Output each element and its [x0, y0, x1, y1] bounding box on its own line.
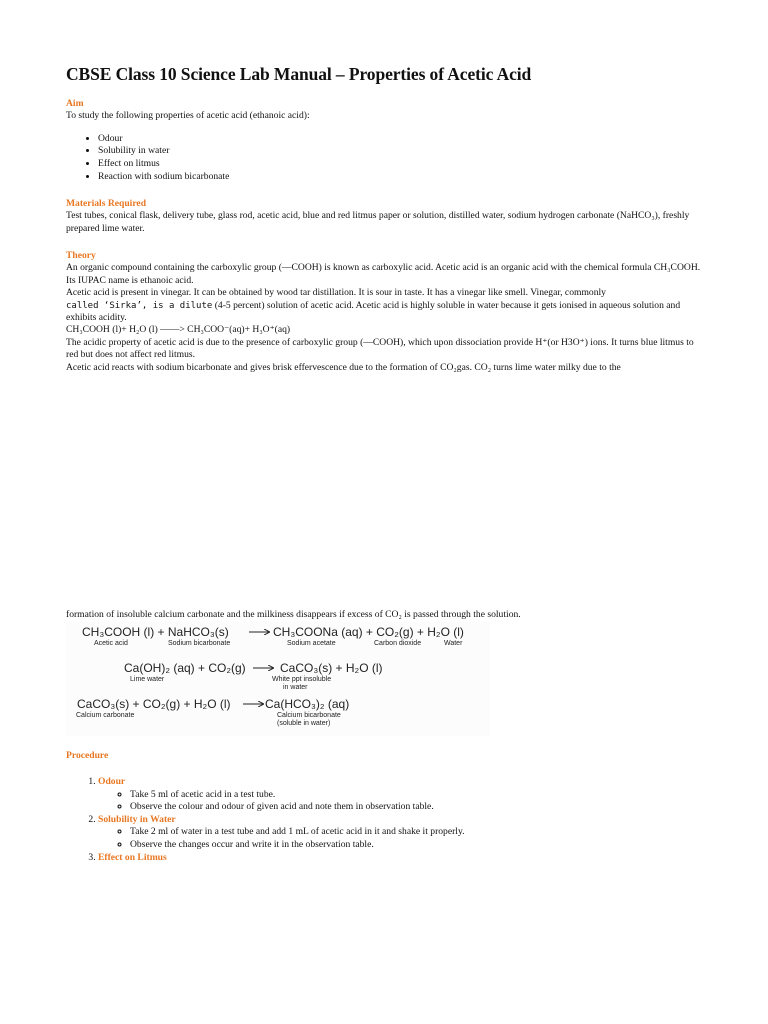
step-substeps — [98, 826, 706, 851]
theory-paragraph-6: formation of insoluble calcium carbonate and the milkiness disappears if excess of CO₂ is passed through the solution. — [66, 609, 521, 620]
reaction-1-reactants: CH₃COOH (l) + NaHCO₃(s) — [82, 625, 229, 639]
theory-paragraph-1: An organic compound containing the carboxylic group (—COOH) is known as carboxylic acid. Acetic acid is an organic acid with the chemical formula CH₃COOH. Its IUPAC name is ethanoic acid. — [66, 262, 701, 286]
list-item: ◦ Observe the colour and odour of given acid and note them in observation table. — [130, 801, 706, 814]
step-title: Odour — [98, 776, 126, 787]
list-item: • Effect on litmus — [98, 158, 706, 171]
reaction-3-reactants: CaCO₃(s) + CO₂(g) + H₂O (l) — [77, 697, 231, 711]
materials-section — [66, 198, 706, 235]
label-in-water: in water — [283, 684, 308, 691]
procedure-heading: Procedure — [66, 750, 109, 761]
label-carbon-dioxide: Carbon dioxide — [374, 640, 422, 647]
label-sodium-acetate: Sodium acetate — [287, 640, 336, 647]
label-lime-water: Lime water — [130, 676, 165, 683]
aim-section — [66, 98, 706, 183]
theory-section — [66, 250, 706, 374]
list-item: • Solubility in water — [98, 145, 706, 158]
procedure-step — [98, 814, 706, 852]
reaction-equations-figure — [66, 622, 490, 736]
theory-heading: Theory — [66, 250, 96, 261]
label-soluble-in-water: (soluble in water) — [277, 720, 331, 727]
label-calcium-bicarbonate: Calcium bicarbonate — [277, 712, 341, 719]
list-item: • Odour — [98, 133, 706, 146]
page-title: CBSE Class 10 Science Lab Manual – Properties of Acetic Acid — [66, 64, 532, 84]
list-item: ◦ Observe the changes occur and write it in the observation table. — [130, 839, 706, 852]
theory-paragraph-2: Acetic acid is present in vinegar. It can be obtained by wood tar distillation. It is sour in taste. It has a vinegar like smell. Vinegar, commonly — [66, 287, 606, 299]
reaction-2-products: CaCO₃(s) + H₂O (l) — [280, 661, 383, 675]
procedure-steps — [66, 776, 706, 864]
label-white-ppt: White ppt insoluble — [272, 676, 332, 683]
step-substeps — [98, 789, 706, 814]
procedure-list — [66, 776, 706, 864]
label-calcium-carbonate: Calcium carbonate — [76, 712, 135, 719]
aim-heading: Aim — [66, 98, 84, 109]
ionisation-equation: CH₃COOH (l)+ H₂O (l) ——> CH₃COO⁻(aq)+ H₃O⁺(aq) — [66, 324, 291, 336]
procedure-step — [98, 776, 706, 814]
reaction-1-products: CH₃COONa (aq) + CO₂(g) + H₂O (l) — [273, 625, 464, 639]
procedure-step — [98, 852, 706, 865]
reaction-equations-svg — [66, 622, 490, 736]
step-title: Solubility in Water — [98, 813, 176, 825]
list-item: ◦ Take 5 ml of acetic acid in a test tube. — [130, 789, 706, 802]
reaction-3-products: Ca(HCO₃)₂ (aq) — [265, 697, 350, 711]
aim-intro: To study the following properties of acetic acid (ethanoic acid): — [66, 110, 310, 122]
aim-list — [66, 133, 706, 183]
list-item: ◦ Take 2 ml of water in a test tube and add 1 mL of acetic acid in it and shake it properly. — [130, 826, 706, 839]
materials-heading: Materials Required — [66, 198, 147, 209]
reaction-2-reactants: Ca(OH)₂ (aq) + CO₂(g) — [124, 661, 246, 675]
handwritten-phrase: called ‘Sirka’, is a dilute — [66, 300, 213, 311]
theory-paragraph-3-rest: (4-5 percent) solution of acetic acid. Acetic acid is highly soluble in water because it gets ionised in aqueous solution and exhibits acidity. — [66, 299, 681, 324]
procedure-section — [66, 750, 706, 762]
theory-continued — [66, 609, 706, 621]
label-sodium-bicarbonate: Sodium bicarbonate — [168, 640, 231, 647]
label-water: Water — [444, 640, 463, 647]
step-title: Effect on Litmus — [98, 851, 167, 863]
list-item: • Reaction with sodium bicarbonate — [98, 171, 706, 184]
theory-paragraph-4: The acidic property of acetic acid is due to the presence of carboxylic group (—COOH), which upon dissociation provide H⁺(or H3O⁺) ions. It turns blue litmus to red but does not affect red litmus. — [66, 336, 694, 361]
label-acetic-acid: Acetic acid — [94, 640, 128, 647]
theory-paragraph-3 — [66, 300, 706, 325]
materials-text: Test tubes, conical flask, delivery tube, glass rod, acetic acid, blue and red litmus paper or solution, distilled water, sodium hydrogen carbonate (NaHCO₃), freshly prepared lime water. — [66, 210, 690, 234]
theory-paragraph-5: Acetic acid reacts with sodium bicarbonate and gives brisk effervescence due to the formation of CO₂gas. CO₂ turns lime water milky due to the — [66, 361, 621, 373]
